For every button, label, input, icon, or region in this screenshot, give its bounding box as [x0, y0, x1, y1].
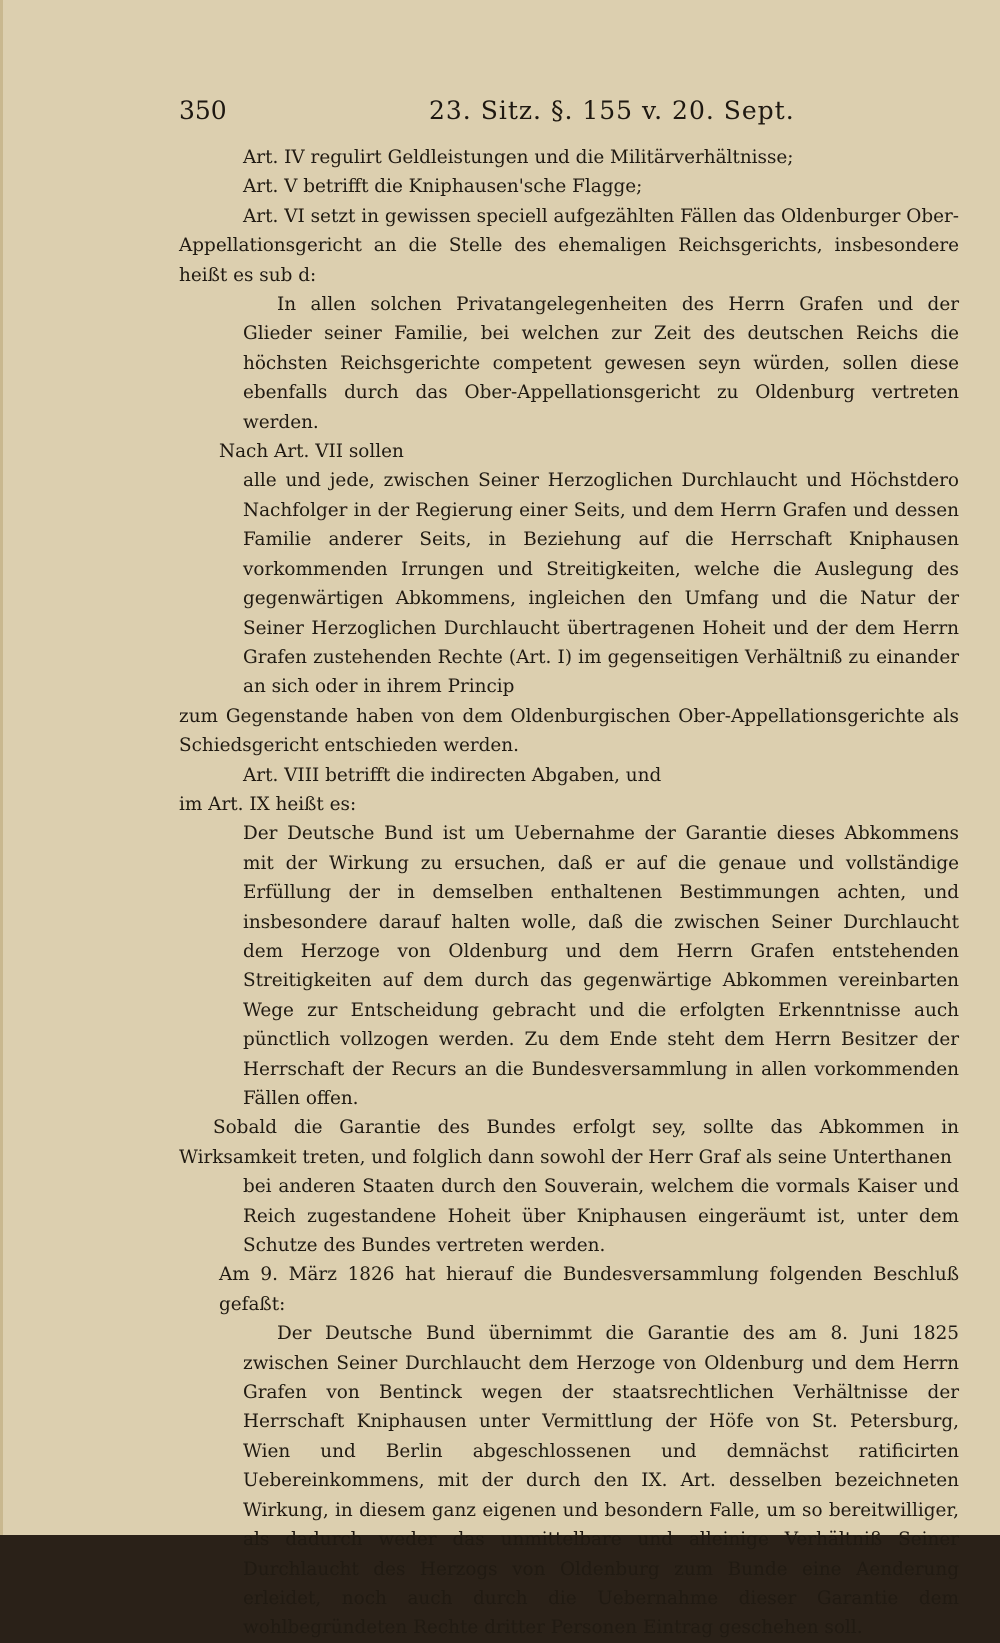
paragraph-art-viii: Art. VIII betrifft die indirecten Abgaben, und [243, 764, 662, 786]
page-body [179, 143, 959, 1643]
quote-beschluss: Der Deutsche Bund übernimmt die Garantie des am 8. Juni 1825 zwischen Seiner Durchlaucht dem Herzoge von Oldenburg und dem Herrn Grafen von Bentinck wegen der staatsrechtlichen Verhältnisse der Herrschaft Kniphausen unter Vermittlung der Höfe von St. Petersburg, Wien und Berlin abgeschlossenen und demnächst ratificirten Uebereinkommens, mit der durch den IX. Art. desselben bezeichneten Wirkung, in diesem ganz eigenen und besondern Falle, um so bereitwilliger, als dadurch weder das unmittelbare und alleinige Verhältniß Seiner Durchlaucht des Herzogs von Oldenburg zum Bunde eine Aenderung erleidet, noch auch durch die Uebernahme dieser Garantie dem wohlbegründeten Rechte dritter Personen Eintrag geschehen soll. [243, 1323, 959, 1639]
paragraph-art-vii-intro: Nach Art. VII sollen [219, 441, 404, 463]
paragraph-art-v: Art. V betrifft die Kniphausen'sche Flagge; [243, 176, 643, 198]
quote-privatangelegenheiten: In allen solchen Privatangelegenheiten des Herrn Grafen und der Glieder seiner Familie, bei welchen zur Zeit des deutschen Reichs die höchsten Reichsgerichte competent gewesen seyn würden, sollen diese ebenfalls durch das Ober-Appellationsgericht zu Oldenburg vertreten werden. [243, 294, 959, 433]
quote-art-ix: Der Deutsche Bund ist um Uebernahme der Garantie dieses Abkommens mit der Wirkung zu ersuchen, daß er auf die genaue und vollständige Erfüllung der in demselben enthaltenen Bestimmungen achten, und insbesondere darauf halten wolle, daß die zwischen Seiner Durchlaucht dem Herzoge von Oldenburg und dem Herrn Grafen entstehenden Streitigkeiten auf dem durch das gegenwärtige Abkommen vereinbarten Wege zur Entscheidung gebracht und die erfolgten Erkenntnisse auch pünctlich vollzogen werden. Zu dem Ende steht dem Herrn Besitzer der Herrschaft der Recurs an die Bundesversammlung in allen vorkommenden Fällen offen. [243, 823, 959, 1109]
quote-art-vii: alle und jede, zwischen Seiner Herzoglichen Durchlaucht und Höchstdero Nachfolger in der Regierung einer Seits, und dem Herrn Grafen und dessen Familie anderer Seits, in Beziehung auf die Herrschaft Kniphausen vorkommenden Irrungen und Streitigkeiten, welche die Auslegung des gegenwärtigen Abkommens, ingleichen den Umfang und die Natur der Seiner Herzoglichen Durchlaucht übertragenen Hoheit und der dem Herrn Grafen zustehenden Rechte (Art. I) im gegenseitigen Verhältniß zu einander an sich oder in ihrem Princip [243, 470, 959, 698]
paragraph-art-vii-end: zum Gegenstande haben von dem Oldenburgischen Ober-Appellationsgerichte als Schiedsgericht entschieden werden. [179, 705, 959, 757]
paragraph-art-vi: Art. VI setzt in gewissen speciell aufgezählten Fällen das Oldenburger Ober-Appellationsgericht an die Stelle des ehemaligen Reichsgerichts, insbesondere heißt es sub d: [179, 205, 959, 286]
paragraph-beschluss-intro: Am 9. März 1826 hat hierauf die Bundesversammlung folgenden Beschluß gefaßt: [219, 1264, 959, 1315]
running-head: 23. Sitz. §. 155 v. 20. Sept. [429, 96, 795, 125]
paragraph-garantie: Sobald die Garantie des Bundes erfolgt sey, sollte das Abkommen in Wirksamkeit treten, und folglich dann sowohl der Herr Graf als seine Unterthanen [179, 1117, 959, 1168]
quote-garantie: bei anderen Staaten durch den Souverain, welchem die vormals Kaiser und Reich zugestandene Hoheit über Kniphausen eingeräumt ist, unter dem Schutze des Bundes vertreten werden. [243, 1176, 959, 1257]
paragraph-art-ix-intro: im Art. IX heißt es: [179, 793, 357, 815]
page-header [179, 96, 939, 130]
paragraph-art-iv: Art. IV regulirt Geldleistungen und die Militärverhältnisse; [243, 147, 794, 168]
page-number: 350 [179, 96, 227, 125]
